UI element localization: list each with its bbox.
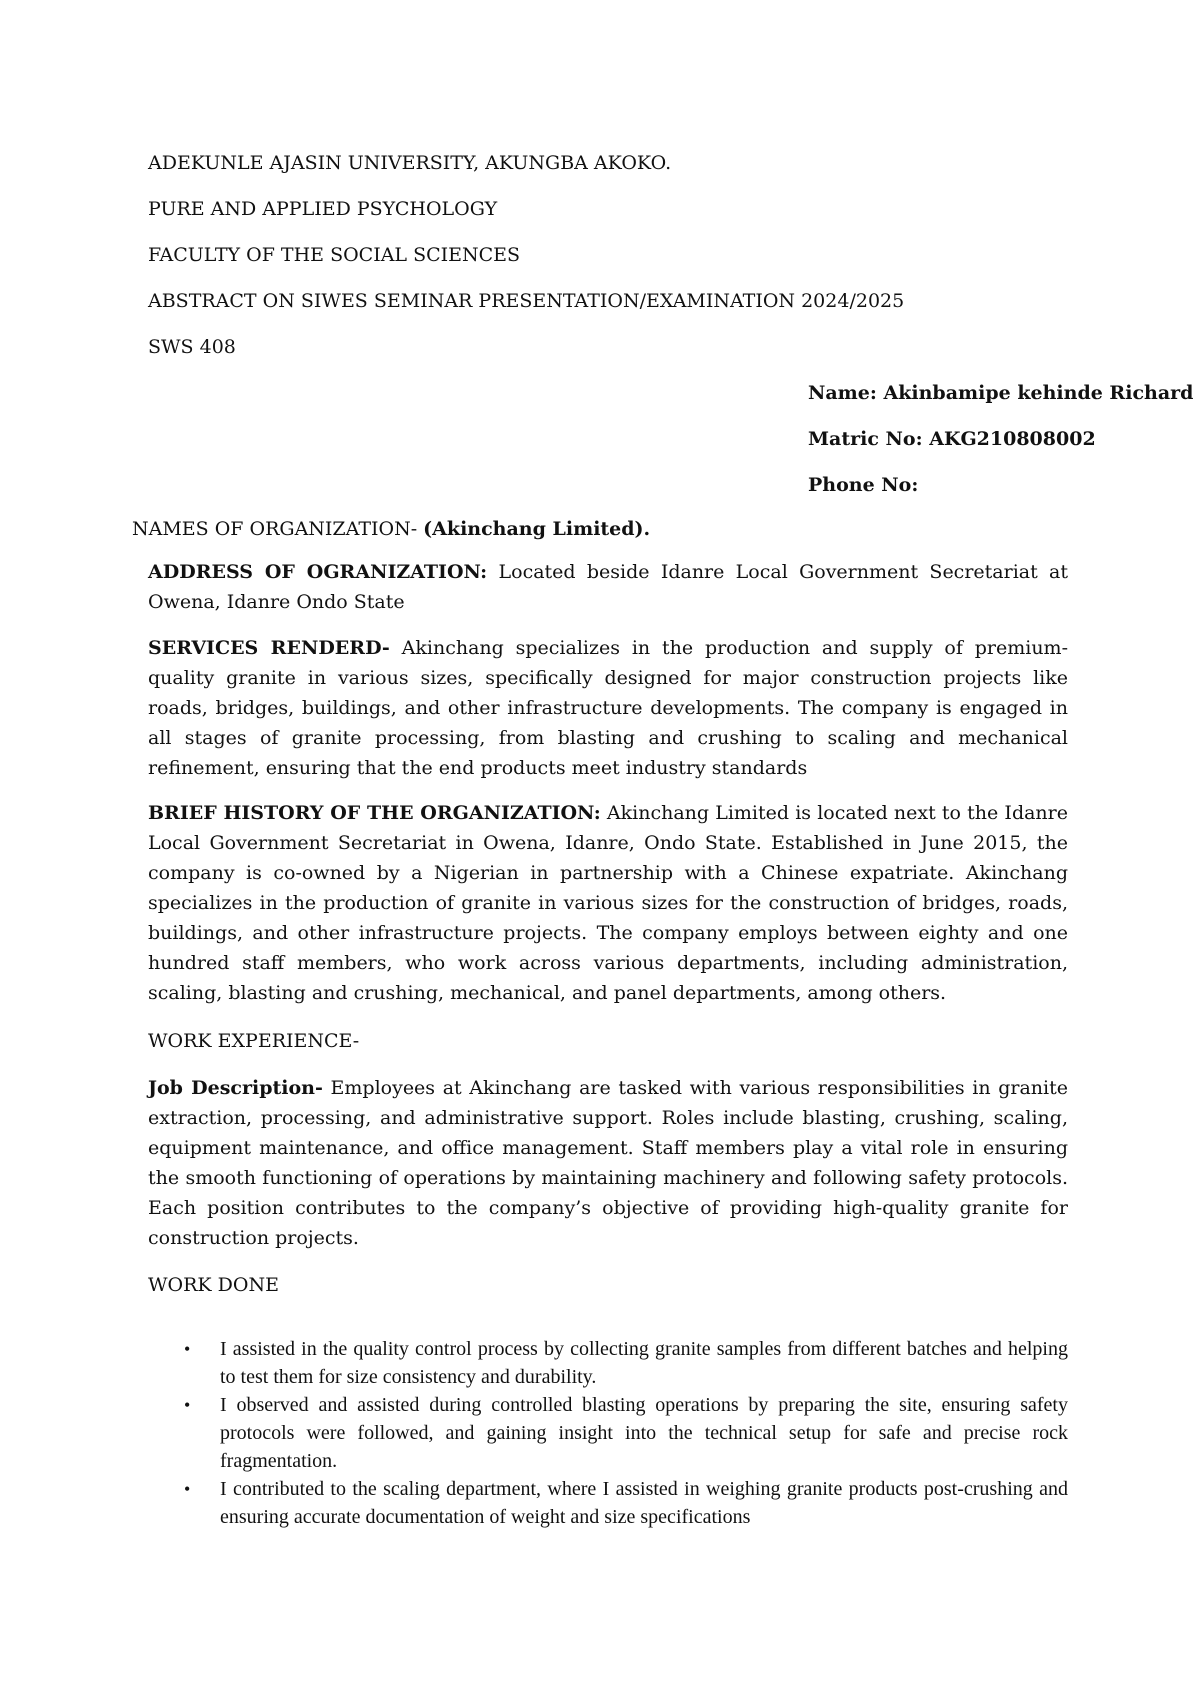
work-done-heading: WORK DONE xyxy=(148,1274,279,1296)
job-description-paragraph xyxy=(148,1073,1068,1253)
organization-names xyxy=(132,517,650,541)
history-text: Akinchang Limited is located next to the Idanre Local Government Secretariat in Owena, Idanre, Ondo State. Established in June 2015, the company is co-owned by a Nigerian in partnership with a Chinese expatriate. Akinchang specializes in the production of granite in various sizes for the construction of bridges, roads, buildings, and other infrastructure projects. The company employs between eighty and one hundred staff members, who work across various departments, including administration, scaling, blasting and crushing, mechanical, and panel departments, among others. xyxy=(148,802,1068,1004)
student-phone: Phone No: xyxy=(808,474,919,496)
list-item xyxy=(148,1335,1068,1391)
list-item-text: I observed and assisted during controlled blasting operations by preparing the site, ensuring safety protocols were followed, and gaining insight into the technical setup for safe and precise rock fragmentation. xyxy=(220,1394,1068,1472)
work-experience-heading: WORK EXPERIENCE- xyxy=(148,1030,360,1052)
department-heading: PURE AND APPLIED PSYCHOLOGY xyxy=(148,198,498,220)
job-description-text: Employees at Akinchang are tasked with various responsibilities in granite extraction, processing, and administrative support. Roles include blasting, crushing, scaling, equipment maintenance, and office management. Staff members play a vital role in ensuring the smooth functioning of operations by maintaining machinery and following safety protocols. Each position contributes to the company’s objective of providing high-quality granite for construction projects. xyxy=(148,1077,1068,1249)
address-paragraph xyxy=(148,557,1068,617)
list-item-text: I assisted in the quality control process by collecting granite samples from different batches and helping to test them for size consistency and durability. xyxy=(220,1338,1068,1388)
faculty-heading: FACULTY OF THE SOCIAL SCIENCES xyxy=(148,244,521,266)
history-paragraph xyxy=(148,798,1068,1008)
services-paragraph xyxy=(148,633,1068,783)
student-matric: Matric No: AKG210808002 xyxy=(808,428,1096,450)
services-text: Akinchang specializes in the production and supply of premium-quality granite in various sizes, specifically designed for major construction projects like roads, bridges, buildings, and other infrastructure developments. The company is engaged in all stages of granite processing, from blasting and crushing to scaling and mechanical refinement, ensuring that the end products meet industry standards xyxy=(148,637,1068,779)
history-label: BRIEF HISTORY OF THE ORGANIZATION: xyxy=(148,802,601,824)
organization-names-label: NAMES OF ORGANIZATION- xyxy=(132,518,418,540)
bullet-icon: • xyxy=(184,1479,191,1499)
services-label: SERVICES RENDERD- xyxy=(148,637,390,659)
university-heading: ADEKUNLE AJASIN UNIVERSITY, AKUNGBA AKOKO. xyxy=(148,152,672,174)
address-text: Located beside Idanre Local Government Secretariat at Owena, Idanre Ondo State xyxy=(148,561,1068,613)
list-item-text: I contributed to the scaling department, where I assisted in weighing granite products post-crushing and ensuring accurate documentation of weight and size specifications xyxy=(220,1478,1068,1528)
work-done-list xyxy=(148,1335,1068,1531)
job-description-label: Job Description- xyxy=(148,1077,323,1099)
abstract-title: ABSTRACT ON SIWES SEMINAR PRESENTATION/EXAMINATION 2024/2025 xyxy=(148,290,905,312)
address-label: ADDRESS OF OGRANIZATION: xyxy=(148,561,488,583)
list-item xyxy=(148,1391,1068,1475)
bullet-icon: • xyxy=(184,1339,191,1359)
organization-names-value: (Akinchang Limited). xyxy=(423,518,651,540)
course-code: SWS 408 xyxy=(148,336,236,358)
student-name: Name: Akinbamipe kehinde Richard xyxy=(808,382,1194,404)
list-item xyxy=(148,1475,1068,1531)
bullet-icon: • xyxy=(184,1395,191,1415)
